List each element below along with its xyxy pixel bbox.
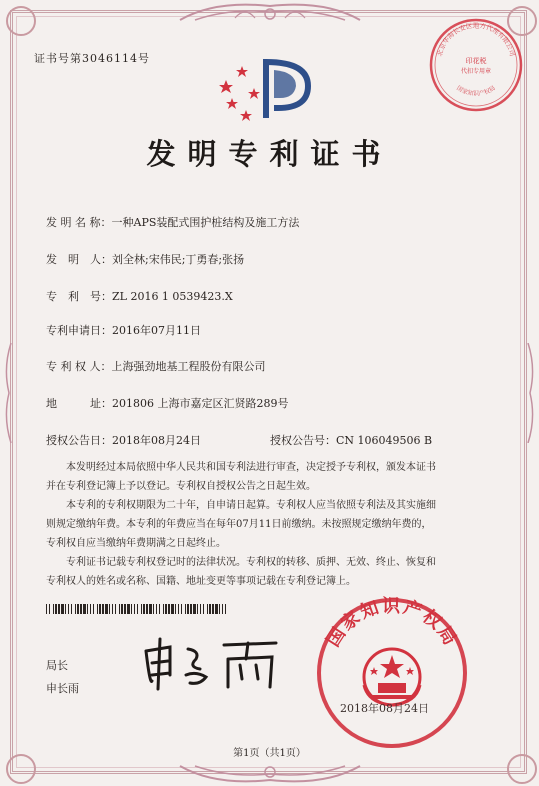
grant-number-label: 授权公告号： xyxy=(270,434,336,447)
certificate-body xyxy=(46,458,498,591)
document-title: 发明专利证书 xyxy=(146,137,393,171)
inventor-label: 发 明 人： xyxy=(46,253,112,266)
cnipa-official-seal xyxy=(312,593,472,753)
patent-number-row xyxy=(46,288,233,304)
body-line: 专利权人的姓名或名称、国籍、地址变更等事项记载在专利登记簿上。 xyxy=(46,576,356,587)
invention-name-value: 一种APS装配式围护桩结构及施工方法 xyxy=(111,216,300,229)
svg-text:国家知识产权局 xyxy=(323,595,462,651)
patentee-value: 上海强劲地基工程股份有限公司 xyxy=(111,360,266,373)
filing-date-row xyxy=(46,322,201,338)
inventor-row xyxy=(46,251,244,267)
address-label: 地 址： xyxy=(46,397,112,410)
grant-number-row xyxy=(270,432,432,448)
official-name: 申长雨 xyxy=(46,682,79,695)
body-line: 则规定缴纳年费。本专利的年费应当在每年07月11日前缴纳。未按照规定缴纳年费的， xyxy=(46,519,432,530)
grant-number-value: CN 106049506 B xyxy=(336,434,433,447)
patent-number-label: 专 利 号： xyxy=(46,290,112,303)
grant-date-row xyxy=(46,432,201,448)
body-line: 并在专利登记簿上予以登记。专利权自授权公告之日起生效。 xyxy=(46,481,316,492)
patentee-row xyxy=(46,358,266,374)
invention-name-row xyxy=(46,214,299,230)
grant-date-label: 授权公告日： xyxy=(46,434,112,447)
filing-date-value: 2016年07月11日 xyxy=(112,324,201,337)
patent-number-value: ZL 2016 1 0539423.X xyxy=(112,290,233,303)
right-ornament xyxy=(526,343,536,443)
national-emblem-icon xyxy=(364,649,420,705)
body-line: 专利权自应当缴纳年费期满之日起终止。 xyxy=(46,538,226,549)
filing-date-label: 专利申请日： xyxy=(46,324,112,337)
body-line: 本发明经过本局依照中华人民共和国专利法进行审查，决定授予专利权，颁发本证书 xyxy=(66,462,436,473)
svg-text:北京华海长安区地方代理有限公司 xyxy=(435,21,518,57)
small-stamp-bottom: 国家知识产权局 xyxy=(455,84,497,98)
body-line: 专利证书记载专利权登记时的法律状况。专利权的转移、质押、无效、终止、恢复和 xyxy=(66,557,436,568)
official-title: 局长 xyxy=(46,659,68,672)
patentee-label: 专 利 权 人： xyxy=(46,360,112,373)
signature xyxy=(140,635,285,691)
left-ornament xyxy=(3,343,13,443)
corner-ornament xyxy=(6,6,36,36)
top-ornament xyxy=(175,0,365,26)
invention-name-label: 发 明 名 称： xyxy=(46,216,112,229)
barcode xyxy=(46,604,229,614)
address-value: 201806 上海市嘉定区汇贤路289号 xyxy=(112,397,289,410)
body-line: 本专利的专利权期限为二十年，自申请日起算。专利权人应当依照专利法及其实施细 xyxy=(66,500,436,511)
small-stamp-center-1: 印花税 xyxy=(465,57,487,65)
tax-seal-stamp xyxy=(426,15,526,115)
svg-text:国家知识产权局 xyxy=(455,84,497,98)
bottom-ornament xyxy=(175,760,365,786)
seal-date: 2018年08月24日 xyxy=(340,702,429,715)
page-indicator: 第1页（共1页） xyxy=(233,748,306,759)
small-stamp-center-2: 代扣专用章 xyxy=(460,68,492,75)
inventor-value: 刘全林;宋伟民;丁勇春;张扬 xyxy=(112,253,245,266)
cnipa-logo-icon xyxy=(218,58,318,124)
seal-arc-text: 国家知识产权局 xyxy=(322,595,462,651)
small-stamp-arc: 北京华海长安区地方代理有限公司 xyxy=(435,21,517,58)
grant-date-value: 2018年08月24日 xyxy=(112,434,201,447)
address-row xyxy=(46,395,288,411)
certificate-number: 证书号第3046114号 xyxy=(34,52,150,65)
